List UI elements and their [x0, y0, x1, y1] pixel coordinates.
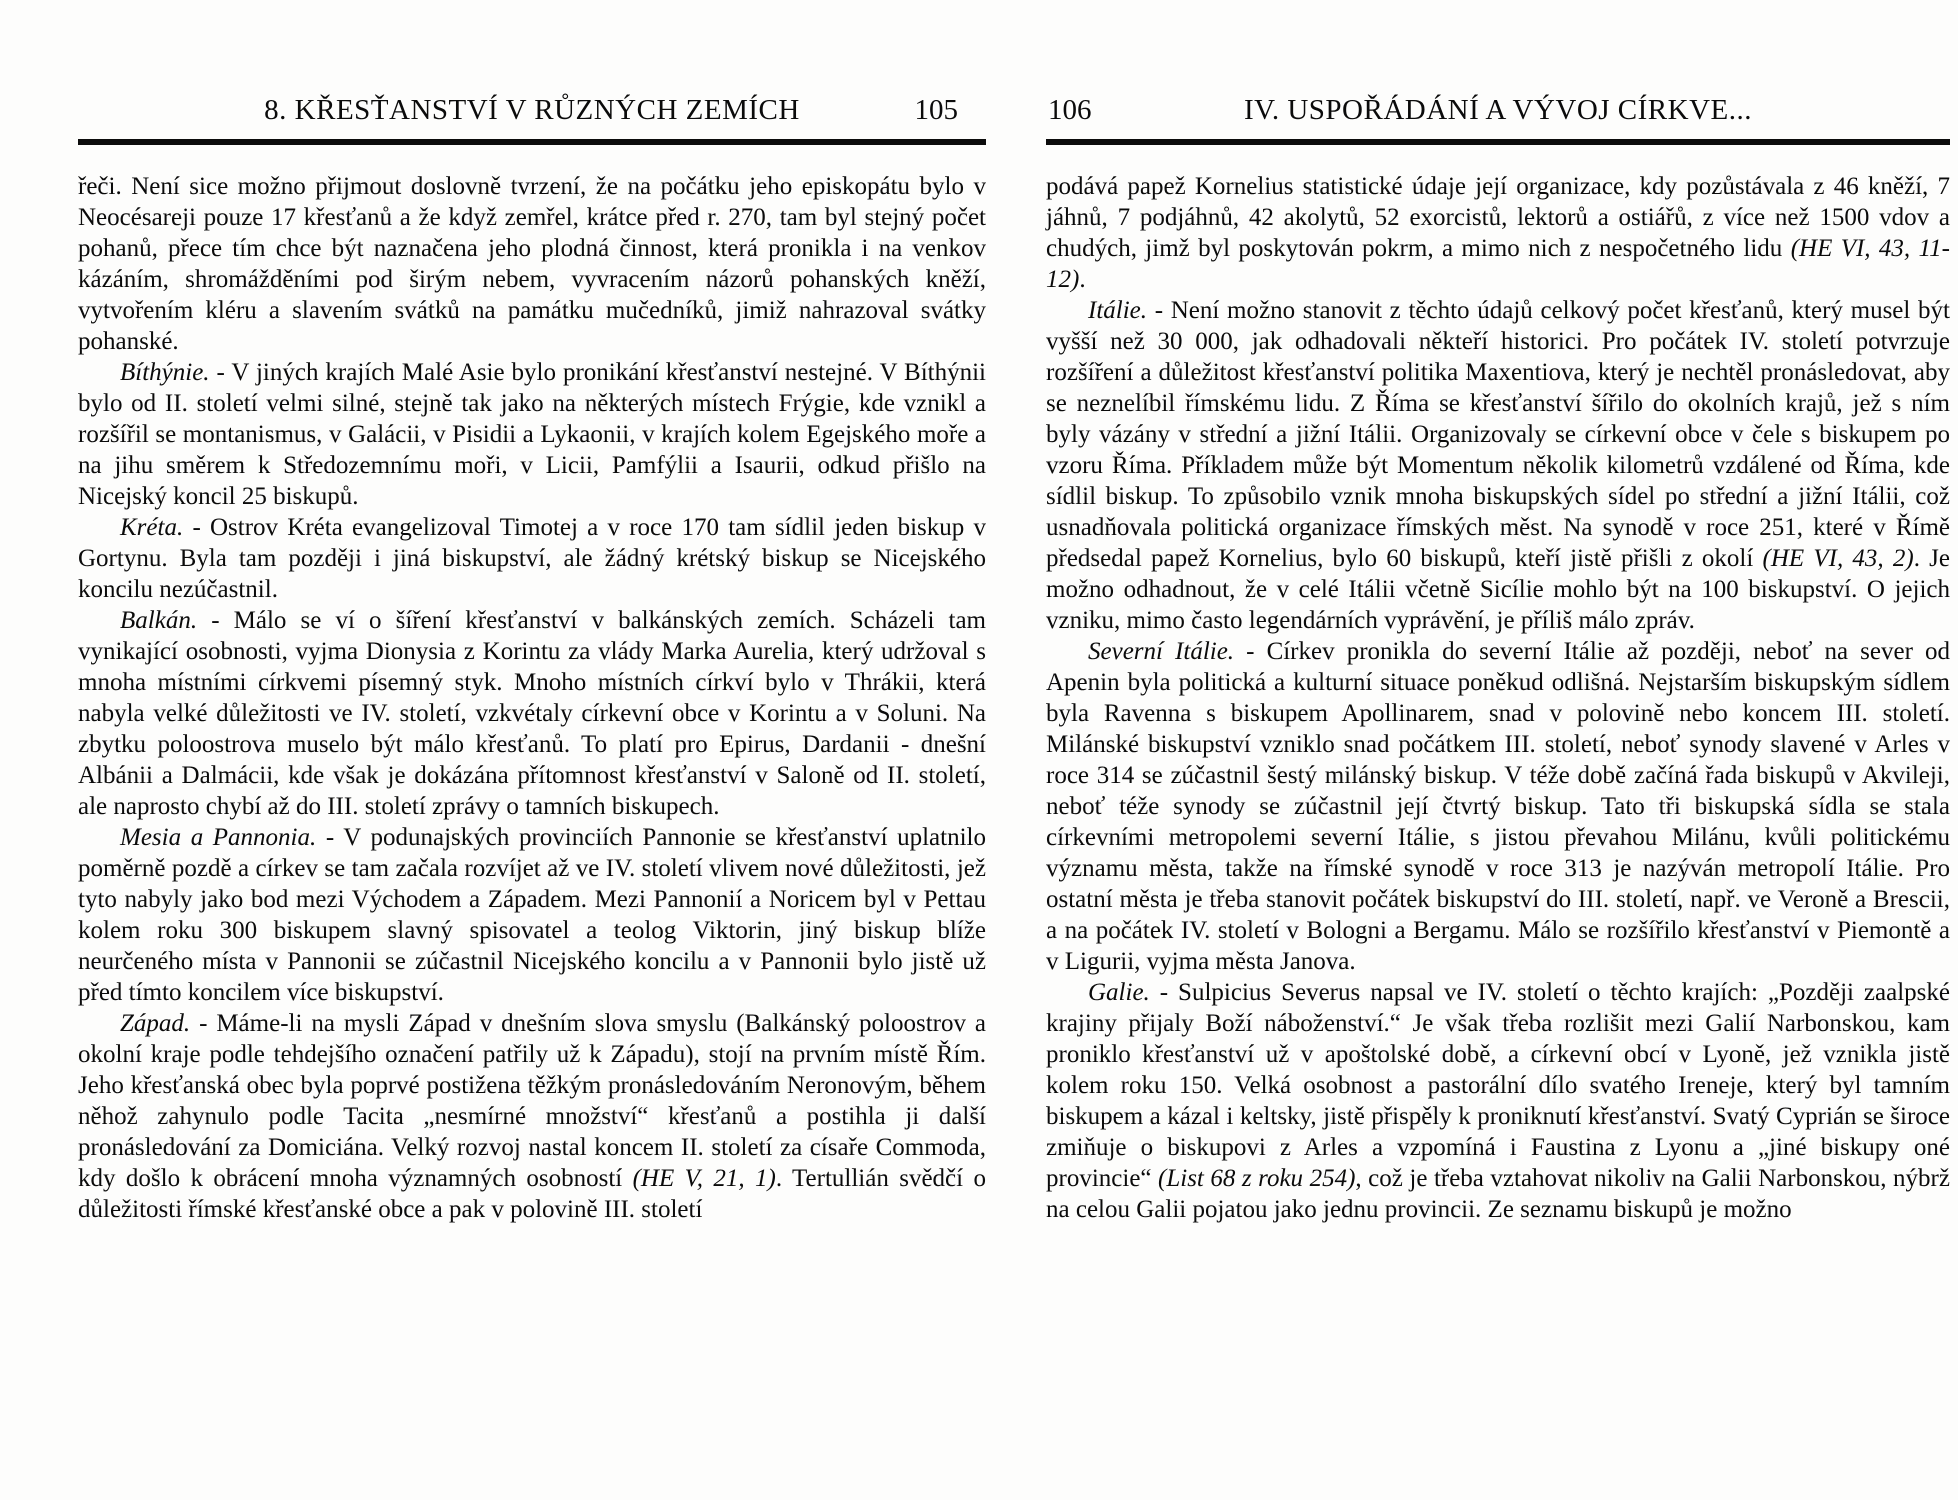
page-right [1046, 0, 1950, 1225]
text-run: - Ostrov Kréta evangelizoval Timotej a v roce 170 tam sídlil jeden biskup v Gortynu. Byla tam později i jiná biskupství, ale žádný krétský biskup se Nicejského koncilu nezúčastnil. [78, 514, 986, 603]
italic-run: (HE VI, 43, 2) [1762, 545, 1914, 572]
left-running-head [78, 94, 986, 136]
right-header-rule [1046, 139, 1950, 145]
text-run: podává papež Kornelius statistické údaje její organizace, kdy pozůstávala z 46 kněží, 7 jáhnů, 7 podjáhnů, 42 akolytů, 52 exorcistů, lektorů a ostiářů, z více než 1500 vdov a chudých, jimž byl poskytován pokrm, a mimo nich z nespočetného lidu [1046, 173, 1950, 262]
page-left-body [78, 171, 986, 1225]
paragraph [78, 357, 986, 512]
text-run: - Církev pronikla do severní Itálie až později, neboť na sever od Apenin byla politická a kulturní situace poněkud odlišná. Nejstarším biskupským sídlem byla Ravenna s biskupem Apollinarem, snad v polovině nebo koncem III. století. Milánské biskupství vzniklo snad počátkem III. století, neboť synody slavené v Arles v roce 314 se zúčastnil šestý milánský biskup. V téže době začíná řada biskupů v Akvileji, neboť téže synody se zúčastnil její čtvrtý biskup. Tato tři biskupská sídla se stala církevními metropolemi severní Itálie, s jistou převahou Milánu, kvůli politickému významu města, takže na římské synodě v roce 313 je nazýván metropolí Itálie. Pro ostatní města je třeba stanovit počátek biskupství do III. století, např. ve Veroně a Brescii, a na počátek IV. století v Bologni a Bergamu. Málo se rozšířilo křesťanství v Piemontě a v Ligurii, vyjma města Janova. [1046, 638, 1950, 975]
text-run: - Máme-li na mysli Západ v dnešním slova smyslu (Balkánský poloostrov a okolní kraje podle tehdejšího označení patřily už k Západu), stojí na prvním místě Řím. Jeho křesťanská obec byla poprvé postižena těžkým pronásledováním Neronovým, během něhož zahynulo podle Tacita „nesmírné množství“ křesťanů a postihla ji další pronásledování za Domiciána. Velký rozvoj nastal koncem II. století za císaře Commoda, kdy došlo k obrácení mnoha významných osobností [78, 1010, 986, 1192]
text-run: - V podunajských provinciích Pannonie se křesťanství uplatnilo poměrně pozdě a církev se tam začala rozvíjet až ve IV. století vlivem nové důležitosti, jež tyto nabyly jako bod mezi Východem a Západem. Mezi Pannonií a Noricem byl v Pettau kolem roku 300 biskupem slavný spisovatel a teolog Viktorin, jiný biskup blíže neurčeného místa v Pannonii se zúčastnil Nicejského koncilu a v Pannonii bylo jistě už před tímto koncilem více biskupství. [78, 824, 986, 1006]
text-run: , což je třeba vztahovat nikoliv na Galii Narbonskou, nýbrž na celou Galii pojatou jako jednu provincii. Ze seznamu biskupů je možno [1046, 1165, 1950, 1223]
paragraph [78, 171, 986, 357]
text-run: - V jiných krajích Malé Asie bylo pronikání křesťanství nestejné. V Bíthýnii bylo od II. století velmi silné, stejně tak jako na některých místech Frýgie, kde vznikl a rozšířil se montanismus, v Galácii, v Pisidii a Lykaonii, v krajích kolem Egejského moře a na jihu směrem k Středozemnímu moři, v Licii, Pamfýlii a Isaurii, odkud přišlo na Nicejský koncil 25 biskupů. [78, 359, 986, 510]
italic-run: (HE V, 21, 1) [632, 1165, 776, 1192]
italic-run: (HE VI, 43, 11-12) [1046, 235, 1951, 293]
left-header-rule [78, 139, 986, 145]
italic-run: Mesia a Pannonia. [120, 824, 317, 851]
italic-run: Itálie. [1088, 297, 1148, 324]
paragraph [78, 822, 986, 1008]
italic-run: (List 68 z roku 254) [1158, 1165, 1356, 1192]
paragraph [1046, 636, 1950, 977]
text-run: - Málo se ví o šíření křesťanství v balkánských zemích. Scházeli tam vynikající osobnosti, vyjma Dionysia z Korintu za vlády Marka Aurelia, který udržoval s mnoha místními církvemi písemný styk. Mnoho místních církví bylo v Thrákii, která nabyla velké důležitosti ve IV. století, vzkvétaly církevní obce v Korintu a v Soluni. Na zbytku poloostrova muselo být málo křesťanů. To platí pro Epirus, Dardanii - dnešní Albánii a Dalmácii, kde však je dokázána přítomnost křesťanství v Saloně od II. století, ale naprosto chybí až do III. století zprávy o tamních biskupech. [78, 607, 986, 820]
italic-run: Kréta. [120, 514, 184, 541]
right-page-number: 106 [1048, 94, 1092, 126]
text-run: . [1079, 266, 1086, 293]
text-run: . Tertullián svědčí o důležitosti římské křesťanské obce a pak v polovině III. století [78, 1165, 986, 1223]
paragraph [1046, 295, 1950, 636]
text-run: řeči. Není sice možno přijmout doslovně tvrzení, že na počátku jeho episkopátu bylo v Neocésareji pouze 17 křesťanů a že když zemřel, krátce před r. 270, tam byl stejný počet pohanů, přece tím chce být naznačena jeho plodná činnost, která pronikla i na venkov kázáním, shromážděními pod širým nebem, vyvracením názorů pohanských kněží, vytvořením kléru a slavením svátků na památku mučedníků, jimiž nahrazoval svátky pohanské. [78, 173, 986, 355]
italic-run: Západ. [120, 1010, 191, 1037]
text-run: - Sulpicius Severus napsal ve IV. století o těchto krajích: „Později zaalpské krajiny přijaly Boží náboženství.“ Je však třeba rozlišit mezi Galií Narbonskou, kam proniklo křesťanství už v apoštolské době, a církevní obcí v Lyoně, jež vznikla jistě kolem roku 150. Velká osobnost a pastorální dílo svatého Ireneje, který byl tamním biskupem a kázal i keltsky, jistě přispěly k proniknutí křesťanství. Svatý Cyprián se široce zmiňuje o biskupovi z Arles a vzpomíná i Faustina z Lyonu a „jiné biskupy oné provincie“ [1046, 979, 1950, 1192]
left-page-number: 105 [914, 94, 958, 126]
italic-run: Galie. [1088, 979, 1150, 1006]
italic-run: Severní Itálie. [1088, 638, 1235, 665]
paragraph [78, 1008, 986, 1225]
paragraph [78, 605, 986, 822]
paragraph [1046, 977, 1950, 1225]
italic-run: Bíthýnie. [120, 359, 210, 386]
page-left [78, 0, 986, 1225]
left-chapter-title: 8. KŘESŤANSTVÍ V RŮZNÝCH ZEMÍCH [264, 94, 800, 126]
italic-run: Balkán. [120, 607, 198, 634]
right-chapter-title: IV. USPOŘÁDÁNÍ A VÝVOJ CÍRKVE... [1244, 94, 1752, 126]
text-run: - Není možno stanovit z těchto údajů celkový počet křesťanů, který musel být vyšší než 30 000, jak odhadovali někteří historici. Pro počátek IV. století potvrzuje rozšíření a důležitost křesťanství politika Maxentiova, který je nechtěl pronásledovat, aby se neznelíbil římskému lidu. Z Říma se křesťanství šířilo do okolních krajů, jež s ním byly vázány v střední a jižní Itálii. Organizovaly se církevní obce v čele s biskupem po vzoru Říma. Příkladem může být Momentum několik kilometrů vzdálené od Říma, kde sídlil biskup. To způsobilo vznik mnoha biskupských sídel po střední a jižní Itálii, což usnadňovala politická organizace římských měst. Na synodě v roce 251, které v Římě předsedal papež Kornelius, bylo 60 biskupů, kteří jistě přišli z okolí [1046, 297, 1950, 572]
text-run: . Je možno odhadnout, že v celé Itálii včetně Sicílie mohlo být na 100 biskupství. O jejich vzniku, mimo často legendárních vyprávění, je příliš málo zpráv. [1046, 545, 1951, 634]
paragraph [1046, 171, 1950, 295]
paragraph [78, 512, 986, 605]
page-right-body [1046, 171, 1950, 1225]
right-running-head [1046, 94, 1950, 136]
